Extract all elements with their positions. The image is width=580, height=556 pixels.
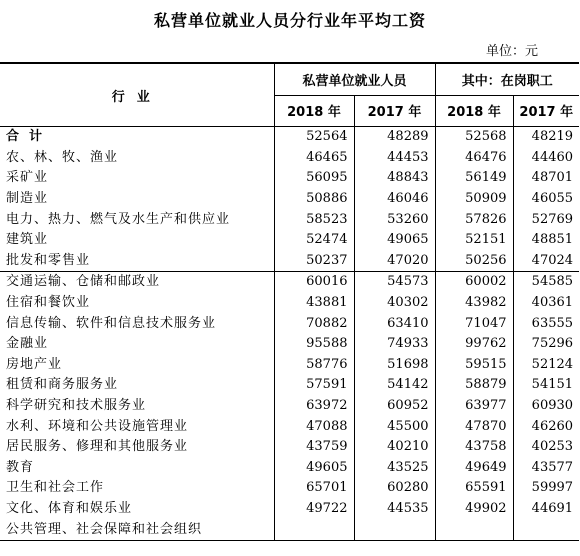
- table-body: [0, 127, 579, 541]
- wage-value: 49649: [435, 458, 513, 479]
- table-row: [0, 148, 579, 169]
- wage-value: 47870: [435, 416, 513, 437]
- wage-table: [0, 62, 579, 541]
- year-header: 2017 年: [513, 95, 579, 127]
- wage-value: 47088: [274, 416, 354, 437]
- wage-value: 99762: [435, 334, 513, 355]
- wage-value: 48843: [354, 168, 435, 189]
- wage-value: 49065: [354, 230, 435, 251]
- wage-value: 74933: [354, 334, 435, 355]
- wage-value: 47020: [354, 251, 435, 272]
- wage-value: 46260: [513, 416, 579, 437]
- wage-value: 60952: [354, 396, 435, 417]
- table-row: [0, 437, 579, 458]
- year-header: 2018 年: [274, 95, 354, 127]
- industry-name: 居民服务、修理和其他服务业: [6, 439, 189, 455]
- wage-value: 50886: [274, 189, 354, 210]
- wage-value: 58776: [274, 355, 354, 376]
- unit-label: 单位：元: [485, 44, 538, 59]
- wage-value: 52124: [513, 355, 579, 376]
- industry-name: 房地产业: [6, 356, 63, 372]
- table-row: [0, 375, 579, 396]
- wage-value: 57826: [435, 209, 513, 230]
- wage-value: 43881: [274, 293, 354, 314]
- industry-name: 建筑业: [6, 232, 49, 248]
- wage-value: 43982: [435, 293, 513, 314]
- wage-value: 46046: [354, 189, 435, 210]
- wage-value: 50256: [435, 251, 513, 272]
- wage-value: 45500: [354, 416, 435, 437]
- industry-name: 水利、环境和公共设施管理业: [6, 418, 189, 434]
- industry-header: 行业: [0, 63, 274, 127]
- wage-value: 52474: [274, 230, 354, 251]
- wage-value: [274, 519, 354, 540]
- wage-value: 50237: [274, 251, 354, 272]
- group-header-all-employees: 私营单位就业人员: [274, 63, 435, 95]
- table-row: [0, 416, 579, 437]
- wage-value: 40253: [513, 437, 579, 458]
- wage-value: 46055: [513, 189, 579, 210]
- table-row: [0, 272, 579, 293]
- wage-value: 63555: [513, 313, 579, 334]
- wage-value: 59997: [513, 478, 579, 499]
- industry-name: 农、林、牧、渔业: [6, 149, 119, 165]
- industry-name: 公共管理、社会保障和社会组织: [0, 519, 274, 540]
- industry-name: 信息传输、软件和信息技术服务业: [6, 315, 217, 331]
- wage-value: 43577: [513, 458, 579, 479]
- table-row: [0, 334, 579, 355]
- wage-value: 54585: [513, 272, 579, 293]
- wage-value: 71047: [435, 313, 513, 334]
- wage-value: 46476: [435, 148, 513, 169]
- industry-name: 文化、体育和娱乐业: [6, 500, 133, 516]
- wage-value: 60280: [354, 478, 435, 499]
- industry-name: 住宿和餐饮业: [6, 295, 91, 311]
- industry-name: 卫生和社会工作: [6, 480, 105, 496]
- wage-value: 52769: [513, 209, 579, 230]
- table-row: [0, 168, 579, 189]
- wage-value: 43758: [435, 437, 513, 458]
- table-row: [0, 313, 579, 334]
- wage-value: 58879: [435, 375, 513, 396]
- table-row: [0, 478, 579, 499]
- industry-name: 交通运输、仓储和邮政业: [0, 272, 274, 293]
- wage-value: [513, 519, 579, 540]
- wage-value: 65701: [274, 478, 354, 499]
- wage-value: 54142: [354, 375, 435, 396]
- table-row: [0, 499, 579, 520]
- wage-value: 65591: [435, 478, 513, 499]
- industry-name: 金融业: [6, 336, 49, 352]
- table-row: [0, 230, 579, 251]
- wage-value: 51698: [354, 355, 435, 376]
- wage-value: 49722: [274, 499, 354, 520]
- wage-value: 52568: [435, 127, 513, 148]
- wage-value: 40210: [354, 437, 435, 458]
- year-header: 2018 年: [435, 95, 513, 127]
- wage-value: 50909: [435, 189, 513, 210]
- wage-value: [354, 519, 435, 540]
- table-row: [0, 189, 579, 210]
- table-row: [0, 209, 579, 230]
- wage-value: 63410: [354, 313, 435, 334]
- wage-value: 48289: [354, 127, 435, 148]
- group-header-on-post-staff: 其中：在岗职工: [435, 63, 579, 95]
- wage-value: 56149: [435, 168, 513, 189]
- wage-value: 47024: [513, 251, 579, 272]
- wage-value: 63977: [435, 396, 513, 417]
- wage-value: 70882: [274, 313, 354, 334]
- table-row: [0, 458, 579, 479]
- year-header: 2017 年: [354, 95, 435, 127]
- wage-value: 54151: [513, 375, 579, 396]
- wage-value: 95588: [274, 334, 354, 355]
- wage-value: 75296: [513, 334, 579, 355]
- wage-value: 44460: [513, 148, 579, 169]
- wage-value: 44691: [513, 499, 579, 520]
- wage-value: 46465: [274, 148, 354, 169]
- wage-value: 54573: [354, 272, 435, 293]
- industry-name: 教育: [6, 459, 35, 475]
- table-row: [0, 251, 579, 272]
- wage-value: 48219: [513, 127, 579, 148]
- wage-value: 60930: [513, 396, 579, 417]
- wage-value: 60002: [435, 272, 513, 293]
- wage-value: 57591: [274, 375, 354, 396]
- wage-value: 52564: [274, 127, 354, 148]
- industry-name: 采矿业: [6, 170, 49, 186]
- wage-value: 48851: [513, 230, 579, 251]
- industry-name: 电力、热力、燃气及水生产和供应业: [6, 211, 231, 227]
- table-row: [0, 396, 579, 417]
- total-row: [0, 127, 579, 148]
- industry-name: 租赁和商务服务业: [6, 377, 119, 393]
- wage-value: 60016: [274, 272, 354, 293]
- wage-value: 49605: [274, 458, 354, 479]
- wage-value: 40361: [513, 293, 579, 314]
- wage-value: 58523: [274, 209, 354, 230]
- wage-value: 53260: [354, 209, 435, 230]
- table-row: [0, 293, 579, 314]
- wage-value: 44453: [354, 148, 435, 169]
- wage-value: [435, 519, 513, 540]
- wage-value: 56095: [274, 168, 354, 189]
- page-title: 私营单位就业人员分行业年平均工资: [153, 11, 426, 30]
- wage-value: 40302: [354, 293, 435, 314]
- wage-value: 43759: [274, 437, 354, 458]
- industry-name: 制造业: [6, 191, 49, 207]
- industry-name: 科学研究和技术服务业: [6, 398, 147, 414]
- table-row: [0, 519, 579, 540]
- wage-value: 48701: [513, 168, 579, 189]
- wage-value: 44535: [354, 499, 435, 520]
- industry-name: 批发和零售业: [6, 252, 91, 268]
- industry-name: 合计: [6, 129, 53, 145]
- wage-value: 63972: [274, 396, 354, 417]
- wage-value: 59515: [435, 355, 513, 376]
- table-row: [0, 355, 579, 376]
- wage-value: 52151: [435, 230, 513, 251]
- wage-value: 49902: [435, 499, 513, 520]
- wage-value: 43525: [354, 458, 435, 479]
